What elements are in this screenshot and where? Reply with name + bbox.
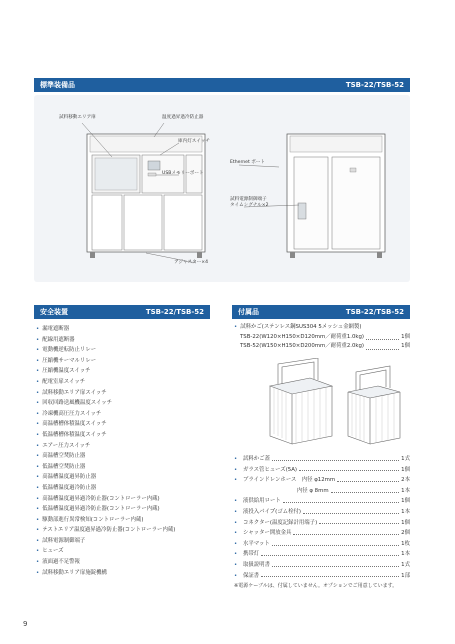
accessory-name: ガラス管ヒューズ(5A) bbox=[243, 466, 298, 473]
safety-item-label: 液面過不足警報 bbox=[42, 559, 80, 566]
accessory-qty: 2本 bbox=[401, 477, 410, 484]
safety-item bbox=[36, 377, 212, 388]
callout-ethernet-port: Ethernet ポート bbox=[230, 160, 266, 165]
callout-adjuster: アジャスター×4 bbox=[174, 260, 209, 265]
safety-devices-list bbox=[36, 324, 212, 578]
accessory-qty: 1式 bbox=[401, 561, 410, 568]
leader-dots bbox=[293, 534, 399, 535]
accessory-item bbox=[234, 539, 410, 550]
safety-item-label: 回収回路送風機温度スイッチ bbox=[42, 400, 113, 407]
safety-item bbox=[36, 462, 212, 473]
safety-item-label: ヒューズ bbox=[42, 548, 64, 555]
bullet: • bbox=[36, 569, 40, 576]
safety-item-label: 低温槽槽体積温度スイッチ bbox=[42, 431, 107, 438]
bullet: • bbox=[234, 508, 238, 515]
safety-item bbox=[36, 430, 212, 441]
bullet: • bbox=[36, 527, 40, 534]
safety-item bbox=[36, 546, 212, 557]
bullet: • bbox=[36, 431, 40, 438]
bullet: • bbox=[36, 347, 40, 354]
leader-dots bbox=[299, 470, 399, 471]
bullet: • bbox=[234, 572, 238, 579]
safety-item bbox=[36, 398, 212, 409]
safety-item-label: 試料移動エリア扉スイッチ bbox=[42, 389, 107, 396]
bullet: • bbox=[36, 442, 40, 449]
bullet: • bbox=[234, 456, 238, 462]
accessory-name: 携帯灯 bbox=[243, 551, 260, 558]
accessories-title: 付属品 bbox=[238, 308, 259, 316]
accessories-list bbox=[234, 454, 410, 581]
callout-leader-lines bbox=[34, 95, 410, 282]
accessory-item bbox=[234, 454, 410, 465]
bullet: • bbox=[234, 519, 238, 526]
page-number: 9 bbox=[23, 620, 28, 628]
safety-item bbox=[36, 409, 212, 420]
standard-equipment-model: TSB-22/TSB-52 bbox=[345, 81, 404, 89]
safety-item-label: 試料電源制御端子 bbox=[42, 537, 86, 544]
bullet: • bbox=[36, 559, 40, 566]
callout-sample-power-terminal bbox=[230, 197, 269, 208]
accessory-qty: 1個 bbox=[401, 498, 410, 505]
safety-item bbox=[36, 345, 212, 356]
callout-overheat-protector: 温度過昇過冷防止器 bbox=[162, 115, 204, 120]
safety-item bbox=[36, 504, 212, 515]
safety-devices-model: TSB-22/TSB-52 bbox=[145, 308, 204, 316]
accessories-model: TSB-22/TSB-52 bbox=[345, 308, 404, 316]
safety-item bbox=[36, 557, 212, 568]
safety-item-label: 冷凍機高圧圧力スイッチ bbox=[42, 410, 102, 417]
bullet: • bbox=[234, 540, 238, 547]
safety-item bbox=[36, 441, 212, 452]
safety-devices-header bbox=[34, 305, 210, 319]
bullet: • bbox=[234, 561, 238, 568]
leader-dots bbox=[337, 481, 399, 482]
safety-item-label: 駆動部進行異常検知(コントローラー内蔵) bbox=[42, 516, 144, 523]
accessory-name: 保証書 bbox=[243, 572, 260, 579]
accessory-qty: 1式 bbox=[401, 456, 410, 462]
safety-item bbox=[36, 335, 212, 346]
basket-row-tsb22: TSB-22(W120×H150×D120mm／耐荷重1.0kg) 1個 bbox=[240, 333, 410, 340]
safety-item-label: 高温槽温度過昇防止器 bbox=[42, 474, 97, 481]
safety-item-label: エアー圧力スイッチ bbox=[42, 442, 91, 449]
bullet: • bbox=[36, 506, 40, 513]
safety-item-label: 高温槽槽体積温度スイッチ bbox=[42, 421, 107, 428]
safety-item bbox=[36, 388, 212, 399]
safety-item bbox=[36, 324, 212, 335]
accessory-qty: 1個 bbox=[401, 466, 410, 473]
bullet: • bbox=[36, 516, 40, 523]
safety-item-label: 配線用遮断器 bbox=[42, 336, 75, 343]
safety-item-label: 配電室扉スイッチ bbox=[42, 378, 86, 385]
bullet: • bbox=[36, 463, 40, 470]
leader-dots bbox=[272, 460, 399, 461]
safety-item bbox=[36, 472, 212, 483]
callout-terminal-line2: タイムシグナル×2 bbox=[230, 202, 269, 208]
basket-title: • 試料かご(ステンレス鋼SUS304 5メッシュ金網製) bbox=[234, 324, 362, 330]
accessory-qty: 1本 bbox=[401, 551, 410, 558]
leader-dots bbox=[303, 513, 399, 514]
safety-item bbox=[36, 536, 212, 547]
accessory-item bbox=[234, 571, 410, 582]
safety-item bbox=[36, 515, 212, 526]
accessory-qty: 1部 bbox=[401, 572, 410, 579]
safety-item-label: 低温槽温度過冷防止器 bbox=[42, 484, 97, 491]
safety-item bbox=[36, 483, 212, 494]
safety-item-label: 圧縮機サーマルリレー bbox=[42, 357, 97, 364]
bullet: • bbox=[36, 336, 40, 343]
bullet: • bbox=[36, 474, 40, 481]
accessory-name: ブラインドレンホース 内径 φ12mm bbox=[243, 477, 336, 484]
bullet: • bbox=[36, 400, 40, 407]
bullet: • bbox=[36, 548, 40, 555]
safety-item bbox=[36, 419, 212, 430]
accessory-name: 液投入パイプ(ゴム栓付) bbox=[243, 508, 301, 515]
bullet: • bbox=[36, 389, 40, 396]
safety-item-label: 低温槽空焚防止器 bbox=[42, 463, 86, 470]
bullet: • bbox=[36, 326, 40, 332]
power-cable-note: ※電源ケーブルは、付属していません。オプションでご用意しています。 bbox=[234, 583, 398, 589]
safety-item-label: 電動機逆転防止リレー bbox=[42, 347, 97, 354]
accessory-name: 試料かご蓋 bbox=[243, 456, 270, 462]
callout-terminal-line1: 試料電源制御端子 bbox=[230, 197, 267, 202]
leader-dots bbox=[272, 545, 399, 546]
bullet: • bbox=[36, 453, 40, 460]
bullet: • bbox=[36, 357, 40, 364]
accessory-qty: 2個 bbox=[401, 530, 410, 537]
accessory-name: 水平マット bbox=[243, 540, 270, 547]
safety-item-label: 漏電遮断器 bbox=[42, 326, 70, 332]
standard-equipment-title: 標準装備品 bbox=[40, 81, 75, 89]
safety-item bbox=[36, 451, 212, 462]
bullet: • bbox=[234, 477, 238, 484]
leader-dots bbox=[272, 566, 399, 567]
sample-basket-illustration bbox=[260, 358, 410, 450]
safety-item-label: 圧縮機温度スイッチ bbox=[42, 368, 91, 375]
safety-item-label: 試料移動エリア扉施錠機構 bbox=[42, 569, 107, 576]
leader-dots bbox=[261, 576, 399, 577]
leader-dots bbox=[261, 555, 399, 556]
leader-dots bbox=[283, 502, 399, 503]
safety-item-label: 高温槽空焚防止器 bbox=[42, 453, 86, 460]
accessory-item bbox=[234, 560, 410, 571]
callout-usb-port: USBメモリーポート bbox=[162, 171, 204, 176]
safety-item bbox=[36, 568, 212, 579]
bullet: • bbox=[234, 466, 238, 473]
accessory-name: コネクター(温度記録計用端子) bbox=[243, 519, 318, 526]
equipment-figure bbox=[34, 95, 410, 282]
safety-item-label: テストエリア温度過昇過冷防止器(コントローラー内蔵) bbox=[42, 527, 176, 534]
standard-equipment-header bbox=[34, 78, 410, 92]
bullet: • bbox=[36, 410, 40, 417]
accessory-name: 内径 φ 8mm bbox=[243, 487, 329, 494]
accessory-item bbox=[234, 507, 410, 518]
accessory-qty: 1本 bbox=[401, 508, 410, 515]
bullet: • bbox=[36, 484, 40, 491]
bullet: • bbox=[234, 530, 238, 537]
accessory-qty: 1枚 bbox=[401, 540, 410, 547]
accessory-item bbox=[234, 549, 410, 560]
callout-lamp-switch: 庫内灯スイッチ bbox=[178, 139, 210, 144]
accessory-item bbox=[234, 528, 410, 539]
accessory-item bbox=[234, 465, 410, 476]
accessory-qty: 1本 bbox=[401, 487, 410, 494]
callout-sample-area-door: 試料移動エリア扉 bbox=[59, 115, 96, 120]
basket-description bbox=[234, 323, 410, 352]
bullet: • bbox=[36, 537, 40, 544]
accessories-header bbox=[232, 305, 410, 319]
accessory-name: シャッター開放金具 bbox=[243, 530, 292, 537]
bullet: • bbox=[234, 498, 238, 505]
bullet: • bbox=[36, 368, 40, 375]
accessory-item bbox=[234, 518, 410, 529]
accessory-qty: 1個 bbox=[401, 519, 410, 526]
accessory-item bbox=[234, 496, 410, 507]
leader-dots bbox=[319, 523, 399, 524]
accessory-item bbox=[234, 475, 410, 486]
safety-item-label: 低温槽温度過昇過冷防止器(コントローラー内蔵) bbox=[42, 506, 160, 513]
bullet: • bbox=[234, 551, 238, 558]
bullet: • bbox=[36, 378, 40, 385]
basket-row-tsb52: TSB-52(W150×H150×D200mm／耐荷重2.0kg) 1個 bbox=[240, 343, 410, 350]
safety-item bbox=[36, 366, 212, 377]
safety-item-label: 高温槽温度過昇過冷防止器(コントローラー内蔵) bbox=[42, 495, 160, 502]
safety-item bbox=[36, 356, 212, 367]
bullet: • bbox=[36, 421, 40, 428]
bullet: • bbox=[36, 495, 40, 502]
safety-devices-title: 安全装置 bbox=[40, 308, 68, 316]
accessory-name: 液供給用ロート bbox=[243, 498, 281, 505]
safety-item bbox=[36, 525, 212, 536]
leader-dots bbox=[331, 492, 400, 493]
accessory-name: 取扱説明書 bbox=[243, 561, 270, 568]
accessory-item bbox=[234, 486, 410, 497]
safety-item bbox=[36, 494, 212, 505]
